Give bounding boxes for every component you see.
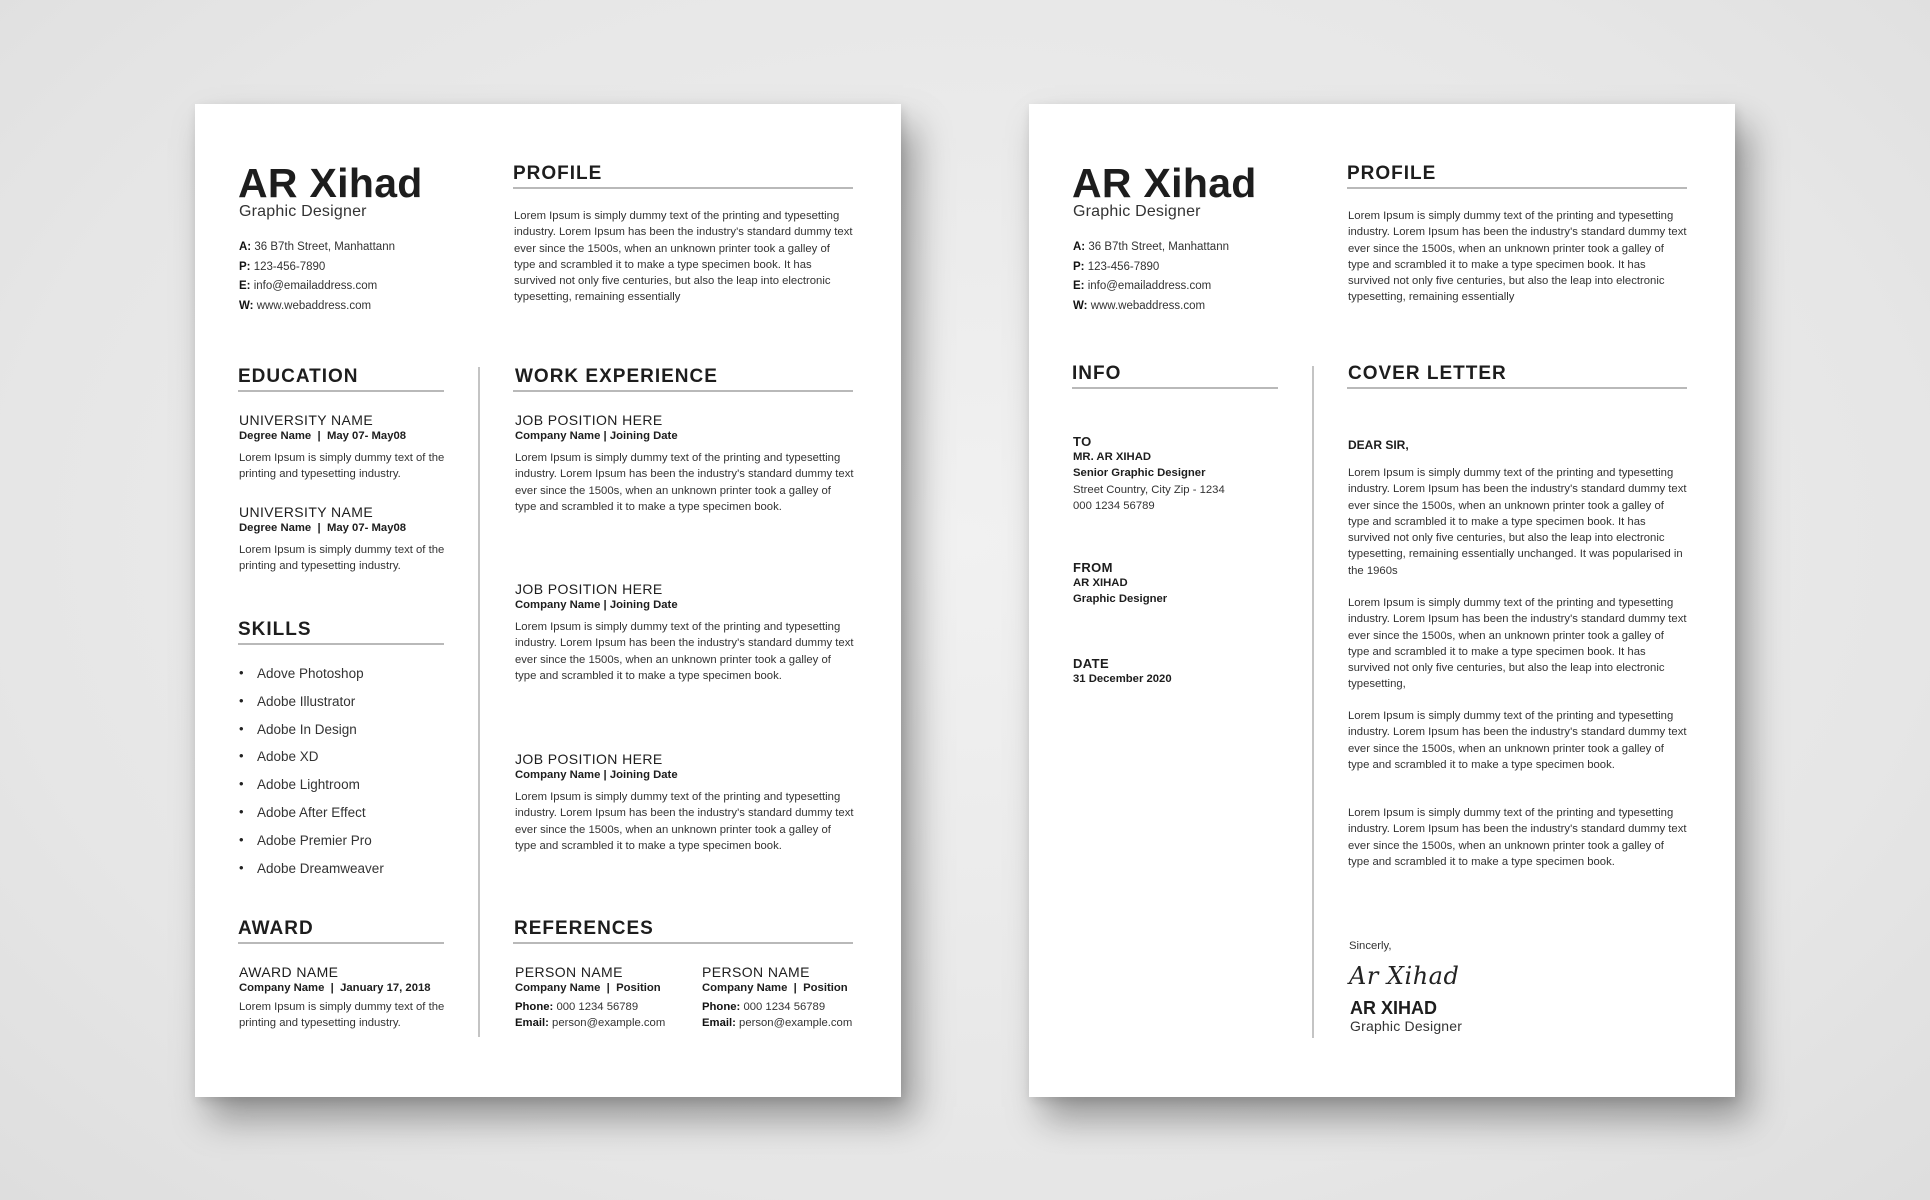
info-to-address: Street Country, City Zip - 1234 — [1073, 483, 1225, 496]
skills-list — [239, 666, 384, 888]
profile-text: Lorem Ipsum is simply dummy text of the printing and typesetting industry. Lorem Ipsum has been the industry's standard dummy text ever since the 1500s, when an unknown printer took a galley of type and scrambled it to make a type specimen book. It has survived not only five centuries, but also the leap into electronic typesetting, remaining essentially — [1348, 210, 1687, 304]
award-name: AWARD NAME — [239, 964, 339, 980]
job-item — [515, 412, 855, 515]
profile-heading: PROFILE — [513, 163, 603, 184]
skill-item: • Adobe XD — [239, 749, 384, 777]
award-item — [239, 964, 453, 1032]
letter-paragraph: Lorem Ipsum is simply dummy text of the printing and typesetting industry. Lorem Ipsum has been the industry's standard dummy text ever since the 1500s, when an unknown printer took a galley of type and scrambled it to make a type specimen book. It has survived not only five centuries, but also the leap into electronic typesetting, remaining essentially unchanged. It was popularised in the 1960s — [1348, 467, 1687, 577]
job-text: Lorem Ipsum is simply dummy text of the printing and typesetting industry. Lorem Ipsum has been the industry's standard dummy text ever since the 1500s, when an unknown printer took a galley of type and scrambled it to make a type specimen book. — [515, 452, 854, 513]
education-item — [239, 412, 453, 483]
contact-phone: P: 123-456-7890 — [1073, 260, 1160, 273]
info-heading: INFO — [1072, 363, 1122, 384]
job-item — [515, 581, 855, 684]
contact-email: E: info@emailaddress.com — [1073, 280, 1212, 292]
contact-website: W: www.webaddress.com — [239, 299, 372, 312]
award-heading: AWARD — [238, 918, 314, 939]
info-date-value: 31 December 2020 — [1073, 673, 1172, 685]
work-rule — [513, 390, 853, 392]
award-rule — [238, 942, 444, 944]
signer-name: AR XIHAD — [1350, 998, 1438, 1018]
education-degree: Degree Name | May 07- May08 — [239, 430, 407, 442]
skill-item: • Adove Photoshop — [239, 666, 384, 694]
education-university: UNIVERSITY NAME — [239, 504, 374, 520]
letter-salutation: DEAR SIR, — [1348, 438, 1409, 452]
skill-item: • Adobe Illustrator — [239, 694, 384, 722]
cover-role: Graphic Designer — [1073, 203, 1201, 220]
cover-name: AR Xihad — [1072, 160, 1257, 206]
reference-phone: Phone: 000 1234 56789 — [702, 1001, 826, 1013]
education-degree: Degree Name | May 07- May08 — [239, 522, 407, 534]
signature: Ar Xihad — [1349, 962, 1460, 990]
letter-paragraph: Lorem Ipsum is simply dummy text of the printing and typesetting industry. Lorem Ipsum has been the industry's standard dummy text ever since the 1500s, when an unknown printer took a galley of type and scrambled it to make a type specimen book. — [1348, 807, 1687, 868]
education-heading: EDUCATION — [238, 366, 359, 387]
cover-letter-heading: COVER LETTER — [1348, 363, 1507, 384]
info-to-label: TO — [1073, 434, 1092, 449]
skill-item: • Adobe Dreamweaver — [239, 861, 384, 889]
reference-email: Email: person@example.com — [702, 1017, 853, 1030]
education-text: Lorem Ipsum is simply dummy text of the printing and typesetting industry. — [239, 544, 445, 573]
cover-contact — [1073, 238, 1229, 316]
contact-email: E: info@emailaddress.com — [239, 280, 378, 292]
job-text: Lorem Ipsum is simply dummy text of the printing and typesetting industry. Lorem Ipsum has been the industry's standard dummy text ever since the 1500s, when an unknown printer took a galley of type and scrambled it to make a type specimen book. — [515, 621, 854, 682]
resume-role: Graphic Designer — [239, 203, 367, 220]
profile-heading: PROFILE — [1347, 163, 1437, 184]
job-item — [515, 751, 855, 854]
contact-address: A: 36 B7th Street, Manhattann — [1073, 241, 1229, 253]
resume-page — [195, 104, 901, 1097]
cover-letter-page — [1029, 104, 1735, 1097]
skills-rule — [238, 643, 444, 645]
info-to-phone: 000 1234 56789 — [1073, 499, 1155, 512]
column-divider — [1312, 366, 1314, 1038]
education-university: UNIVERSITY NAME — [239, 412, 374, 428]
job-company: Company Name | Joining Date — [515, 430, 678, 442]
job-position: JOB POSITION HERE — [515, 412, 663, 428]
job-company: Company Name | Joining Date — [515, 599, 678, 611]
info-date-block — [1073, 656, 1287, 687]
award-company: Company Name | January 17, 2018 — [239, 982, 431, 994]
job-company: Company Name | Joining Date — [515, 769, 678, 781]
profile-text: Lorem Ipsum is simply dummy text of the printing and typesetting industry. Lorem Ipsum has been the industry's standard dummy text ever since the 1500s, when an unknown printer took a galley of type and scrambled it to make a type specimen book. It has survived not only five centuries, but also the leap into electronic typesetting, remaining essentially — [514, 210, 853, 304]
letter-paragraph: Lorem Ipsum is simply dummy text of the printing and typesetting industry. Lorem Ipsum has been the industry's standard dummy text ever since the 1500s, when an unknown printer took a galley of type and scrambled it to make a type specimen book. It has survived not only five centuries, but also the leap into electronic typesetting, — [1348, 597, 1687, 691]
profile-rule — [513, 187, 853, 189]
info-from-title: Graphic Designer — [1073, 593, 1168, 606]
reference-name: PERSON NAME — [515, 964, 623, 980]
letter-paragraph: Lorem Ipsum is simply dummy text of the printing and typesetting industry. Lorem Ipsum has been the industry's standard dummy text ever since the 1500s, when an unknown printer took a galley of type and scrambled it to make a type specimen book. — [1348, 710, 1687, 771]
info-to-name: MR. AR XIHAD — [1073, 451, 1152, 463]
resume-name: AR Xihad — [238, 160, 423, 206]
signer-title: Graphic Designer — [1350, 1018, 1463, 1034]
reference-company: Company Name | Position — [515, 982, 661, 994]
work-heading: WORK EXPERIENCE — [515, 366, 718, 387]
education-text: Lorem Ipsum is simply dummy text of the printing and typesetting industry. — [239, 452, 445, 481]
contact-address: A: 36 B7th Street, Manhattann — [239, 241, 395, 253]
info-date-label: DATE — [1073, 656, 1110, 671]
info-from-label: FROM — [1073, 560, 1113, 575]
info-to-title: Senior Graphic Designer — [1073, 467, 1206, 480]
info-rule — [1072, 387, 1278, 389]
reference-item — [702, 964, 882, 1032]
skills-heading: SKILLS — [238, 619, 312, 640]
letter-closing: Sincerly, — [1349, 940, 1392, 952]
column-divider — [478, 367, 480, 1037]
reference-item — [515, 964, 695, 1032]
job-text: Lorem Ipsum is simply dummy text of the printing and typesetting industry. Lorem Ipsum has been the industry's standard dummy text ever since the 1500s, when an unknown printer took a galley of type and scrambled it to make a type specimen book. — [515, 791, 854, 852]
skill-item: • Adobe After Effect — [239, 805, 384, 833]
cover-letter-rule — [1347, 387, 1687, 389]
reference-company: Company Name | Position — [702, 982, 848, 994]
reference-name: PERSON NAME — [702, 964, 810, 980]
info-from-block — [1073, 560, 1287, 608]
info-to-block — [1073, 434, 1287, 514]
references-heading: REFERENCES — [514, 918, 654, 939]
reference-email: Email: person@example.com — [515, 1017, 666, 1030]
info-from-name: AR XIHAD — [1073, 577, 1128, 589]
skill-item: • Adobe Lightroom — [239, 777, 384, 805]
contact-website: W: www.webaddress.com — [1073, 299, 1206, 312]
education-rule — [238, 390, 444, 392]
profile-rule — [1347, 187, 1687, 189]
resume-contact — [239, 238, 395, 316]
contact-phone: P: 123-456-7890 — [239, 260, 326, 273]
reference-phone: Phone: 000 1234 56789 — [515, 1001, 639, 1013]
education-item — [239, 504, 453, 575]
job-position: JOB POSITION HERE — [515, 581, 663, 597]
job-position: JOB POSITION HERE — [515, 751, 663, 767]
award-text: Lorem Ipsum is simply dummy text of the printing and typesetting industry. — [239, 1001, 445, 1030]
skill-item: • Adobe In Design — [239, 722, 384, 750]
references-rule — [513, 942, 853, 944]
skill-item: • Adobe Premier Pro — [239, 833, 384, 861]
